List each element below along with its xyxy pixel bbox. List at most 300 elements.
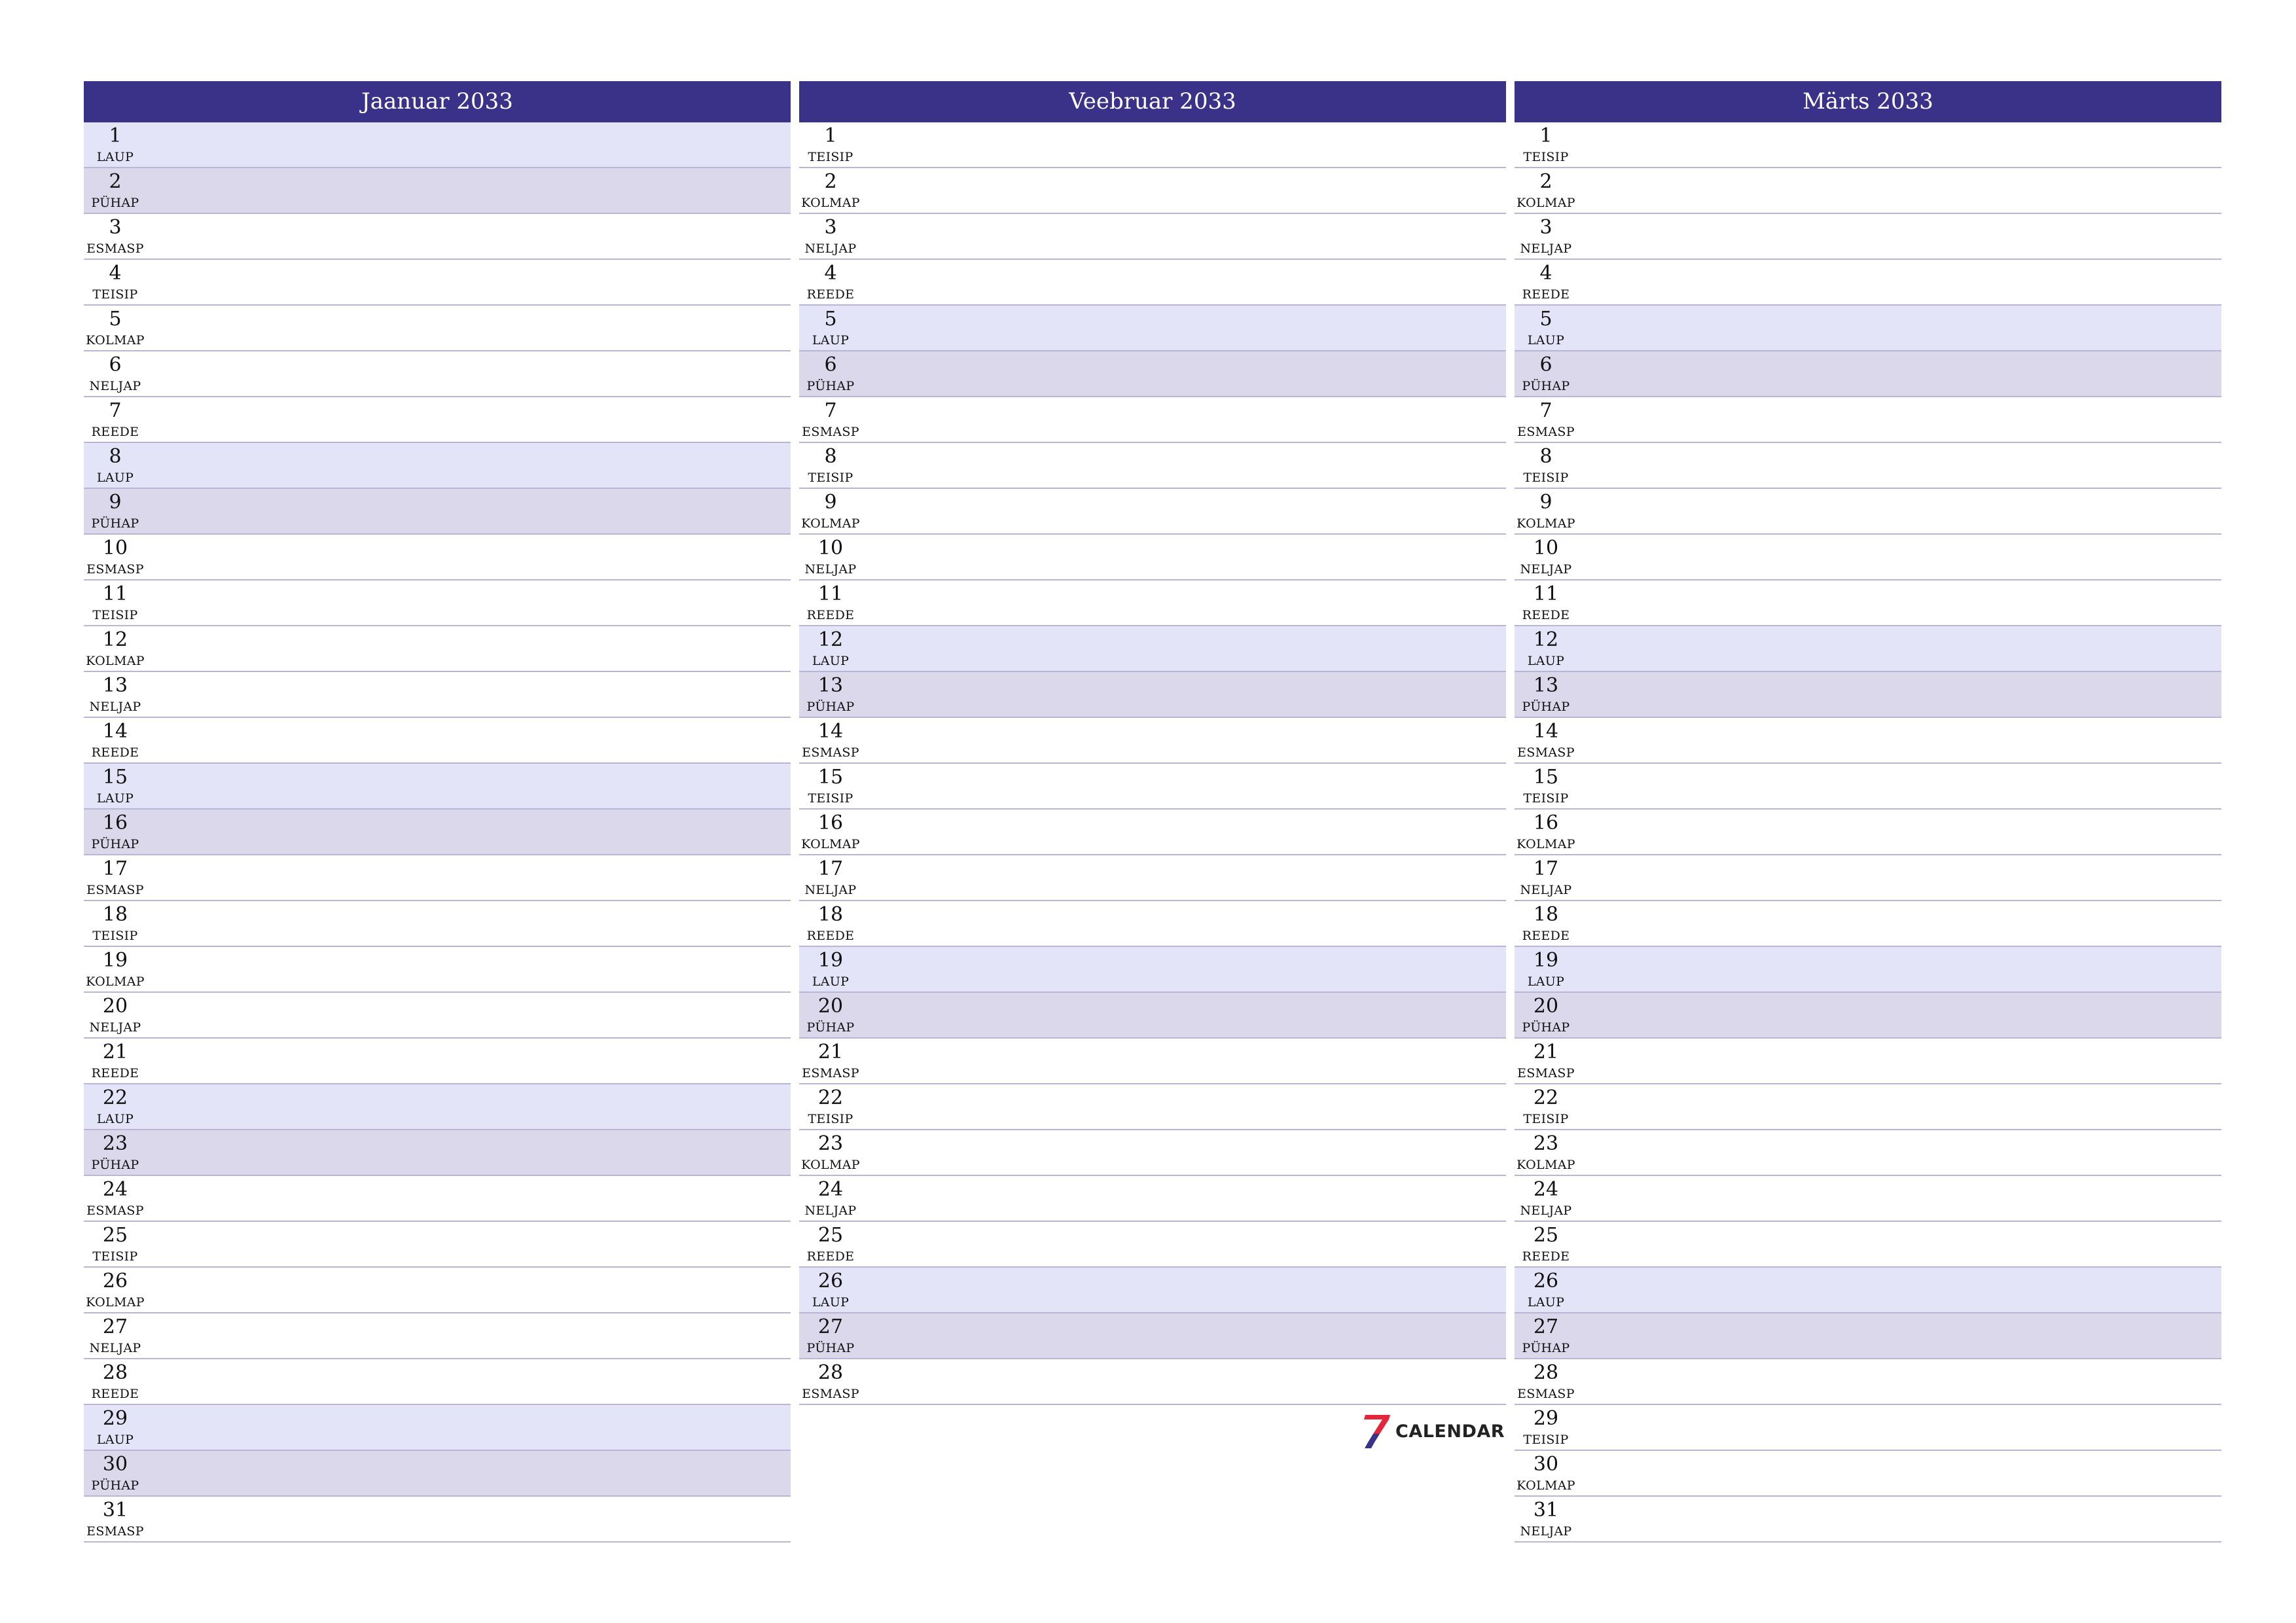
weekday-label: KOLMAP	[801, 1158, 860, 1172]
day-number: 22	[102, 1086, 128, 1109]
weekday-label: KOLMAP	[1516, 1478, 1575, 1493]
day-cell	[799, 351, 862, 396]
day-cell	[84, 810, 147, 854]
weekday-label: PÜHAP	[1522, 1341, 1570, 1355]
day-number: 17	[102, 857, 128, 880]
day-row	[799, 535, 1506, 580]
day-row	[799, 214, 1506, 260]
weekday-label: REEDE	[1522, 608, 1570, 622]
day-number: 20	[102, 995, 128, 1018]
day-number: 3	[824, 216, 837, 239]
day-row	[84, 214, 791, 260]
weekday-label: PÜHAP	[806, 1341, 855, 1355]
day-cell	[1515, 1497, 1577, 1541]
weekday-label: TEISIP	[92, 287, 138, 302]
day-number: 28	[102, 1361, 128, 1384]
logo-text: CALENDAR	[1395, 1421, 1505, 1442]
day-number: 11	[1533, 582, 1559, 605]
weekday-label: LAUP	[96, 150, 134, 164]
day-number: 19	[817, 949, 844, 972]
day-cell	[84, 1313, 147, 1358]
day-row	[1515, 993, 2221, 1039]
day-cell	[799, 1039, 862, 1083]
day-number: 13	[817, 674, 844, 697]
day-number: 24	[1533, 1178, 1559, 1201]
weekday-label: PÜHAP	[1522, 700, 1570, 714]
day-number: 4	[824, 262, 837, 285]
day-number: 15	[1533, 766, 1559, 789]
weekday-label: PÜHAP	[91, 196, 139, 210]
day-cell	[799, 1313, 862, 1358]
weekday-label: KOLMAP	[86, 974, 145, 989]
day-number: 27	[1533, 1315, 1559, 1338]
day-row	[84, 1084, 791, 1130]
weekday-label: KOLMAP	[86, 333, 145, 348]
day-number: 11	[817, 582, 844, 605]
day-cell	[799, 1176, 862, 1221]
day-number: 8	[824, 445, 837, 468]
day-cell	[1515, 397, 1577, 442]
seven-logo-icon	[1363, 1414, 1391, 1450]
day-list	[84, 122, 791, 1543]
day-number: 5	[109, 308, 122, 330]
day-row	[799, 1130, 1506, 1176]
weekday-label: NELJAP	[89, 1020, 141, 1035]
day-row	[799, 901, 1506, 947]
day-row	[1515, 1497, 2221, 1543]
day-row	[84, 1313, 791, 1359]
weekday-label: LAUP	[1527, 654, 1565, 668]
day-row	[1515, 1451, 2221, 1497]
day-number: 14	[102, 720, 128, 743]
weekday-label: ESMASP	[86, 883, 144, 897]
day-cell	[84, 1130, 147, 1175]
weekday-label: PÜHAP	[806, 379, 855, 393]
day-number: 5	[1539, 308, 1552, 330]
day-cell	[799, 810, 862, 854]
day-number: 15	[817, 766, 844, 789]
day-cell	[1515, 1451, 1577, 1495]
day-cell	[799, 306, 862, 350]
day-row	[1515, 1313, 2221, 1359]
day-cell	[799, 764, 862, 808]
weekday-label: LAUP	[1527, 974, 1565, 989]
day-row	[84, 351, 791, 397]
day-cell	[799, 993, 862, 1037]
day-row	[84, 397, 791, 443]
day-row	[1515, 168, 2221, 214]
day-cell	[799, 580, 862, 625]
day-number: 13	[102, 674, 128, 697]
day-number: 23	[1533, 1132, 1559, 1155]
weekday-label: REEDE	[91, 1066, 139, 1080]
day-cell	[1515, 443, 1577, 488]
day-row	[84, 1268, 791, 1313]
day-cell	[1515, 535, 1577, 579]
day-row	[799, 443, 1506, 489]
day-row	[799, 764, 1506, 810]
day-cell	[799, 947, 862, 991]
day-row	[799, 1084, 1506, 1130]
weekday-label: NELJAP	[89, 1341, 141, 1355]
day-row	[84, 626, 791, 672]
day-cell	[799, 489, 862, 533]
day-cell	[1515, 351, 1577, 396]
day-row	[1515, 764, 2221, 810]
day-row	[84, 764, 791, 810]
day-number: 1	[1539, 124, 1552, 147]
day-cell	[84, 672, 147, 717]
month-march	[1515, 81, 2221, 1543]
day-number: 18	[1533, 903, 1559, 926]
day-number: 30	[1533, 1453, 1559, 1476]
day-cell	[1515, 489, 1577, 533]
day-number: 25	[817, 1224, 844, 1247]
weekday-label: KOLMAP	[1516, 196, 1575, 210]
day-row	[1515, 718, 2221, 764]
day-number: 18	[102, 903, 128, 926]
day-number: 13	[1533, 674, 1559, 697]
weekday-label: LAUP	[96, 791, 134, 806]
day-row	[84, 122, 791, 168]
weekday-label: TEISIP	[92, 1249, 138, 1264]
weekday-label: LAUP	[1527, 333, 1565, 348]
weekday-label: KOLMAP	[801, 837, 860, 851]
day-cell	[799, 672, 862, 717]
day-cell	[799, 718, 862, 762]
day-number: 20	[817, 995, 844, 1018]
weekday-label: NELJAP	[89, 379, 141, 393]
weekday-label: NELJAP	[1520, 883, 1572, 897]
weekday-label: REEDE	[91, 745, 139, 760]
weekday-label: REEDE	[91, 425, 139, 439]
day-number: 4	[1539, 262, 1552, 285]
weekday-label: PÜHAP	[91, 1158, 139, 1172]
day-cell	[799, 168, 862, 213]
day-cell	[1515, 168, 1577, 213]
day-cell	[84, 718, 147, 762]
weekday-label: NELJAP	[1520, 241, 1572, 256]
day-number: 9	[109, 491, 122, 514]
day-row	[1515, 626, 2221, 672]
day-cell	[1515, 1359, 1577, 1404]
weekday-label: PÜHAP	[91, 837, 139, 851]
day-number: 12	[1533, 628, 1559, 651]
weekday-label: TEISIP	[808, 471, 853, 485]
day-row	[799, 947, 1506, 993]
day-number: 7	[1539, 399, 1552, 422]
day-number: 22	[817, 1086, 844, 1109]
day-number: 29	[1533, 1407, 1559, 1430]
day-cell	[84, 214, 147, 259]
day-number: 2	[824, 170, 837, 193]
weekday-label: PÜHAP	[1522, 1020, 1570, 1035]
weekday-label: REEDE	[1522, 1249, 1570, 1264]
weekday-label: LAUP	[812, 654, 850, 668]
weekday-label: NELJAP	[804, 562, 857, 577]
day-number: 26	[817, 1270, 844, 1293]
day-row	[84, 1405, 791, 1451]
day-cell	[84, 1084, 147, 1129]
weekday-label: LAUP	[812, 333, 850, 348]
day-cell	[799, 1130, 862, 1175]
weekday-label: KOLMAP	[86, 654, 145, 668]
day-cell	[84, 122, 147, 167]
day-row	[84, 718, 791, 764]
day-row	[799, 489, 1506, 535]
day-number: 1	[109, 124, 122, 147]
day-row	[1515, 260, 2221, 306]
day-number: 2	[1539, 170, 1552, 193]
day-cell	[1515, 855, 1577, 900]
day-cell	[799, 901, 862, 946]
weekday-label: TEISIP	[808, 791, 853, 806]
day-number: 17	[1533, 857, 1559, 880]
day-cell	[84, 1359, 147, 1404]
day-number: 6	[109, 353, 122, 376]
day-cell	[84, 1039, 147, 1083]
weekday-label: PÜHAP	[91, 516, 139, 531]
weekday-label: PÜHAP	[806, 700, 855, 714]
weekday-label: ESMASP	[1517, 745, 1575, 760]
day-cell	[1515, 1313, 1577, 1358]
day-number: 6	[1539, 353, 1552, 376]
month-january	[84, 81, 791, 1543]
month-february	[799, 81, 1506, 1405]
day-number: 28	[1533, 1361, 1559, 1384]
day-number: 31	[1533, 1499, 1559, 1522]
weekday-label: REEDE	[1522, 929, 1570, 943]
day-list	[1515, 122, 2221, 1543]
weekday-label: NELJAP	[1520, 1204, 1572, 1218]
day-row	[84, 901, 791, 947]
day-cell	[84, 626, 147, 671]
day-row	[1515, 1130, 2221, 1176]
day-cell	[1515, 1130, 1577, 1175]
day-number: 7	[824, 399, 837, 422]
day-row	[799, 810, 1506, 855]
day-row	[84, 1222, 791, 1268]
day-number: 28	[817, 1361, 844, 1384]
weekday-label: NELJAP	[1520, 1524, 1572, 1539]
day-number: 3	[1539, 216, 1552, 239]
day-number: 21	[817, 1041, 844, 1063]
day-cell	[799, 397, 862, 442]
day-number: 1	[824, 124, 837, 147]
day-number: 20	[1533, 995, 1559, 1018]
weekday-label: ESMASP	[1517, 1066, 1575, 1080]
month-title: Märts 2033	[1515, 81, 2221, 122]
weekday-label: TEISIP	[1523, 1112, 1569, 1126]
day-cell	[84, 1176, 147, 1221]
day-cell	[1515, 1039, 1577, 1083]
day-row	[1515, 1405, 2221, 1451]
weekday-label: NELJAP	[804, 241, 857, 256]
day-number: 27	[817, 1315, 844, 1338]
weekday-label: TEISIP	[1523, 791, 1569, 806]
day-number: 26	[1533, 1270, 1559, 1293]
weekday-label: REEDE	[806, 929, 855, 943]
weekday-label: TEISIP	[808, 150, 853, 164]
weekday-label: KOLMAP	[1516, 837, 1575, 851]
day-row	[1515, 947, 2221, 993]
day-number: 8	[1539, 445, 1552, 468]
day-number: 21	[1533, 1041, 1559, 1063]
day-row	[84, 168, 791, 214]
day-row	[1515, 306, 2221, 351]
day-cell	[84, 1268, 147, 1312]
day-cell	[1515, 260, 1577, 304]
day-row	[1515, 1039, 2221, 1084]
day-cell	[84, 1451, 147, 1495]
day-cell	[1515, 718, 1577, 762]
weekday-label: ESMASP	[802, 745, 859, 760]
day-cell	[1515, 580, 1577, 625]
day-number: 31	[102, 1499, 128, 1522]
day-cell	[799, 1084, 862, 1129]
day-cell	[1515, 1222, 1577, 1266]
weekday-label: ESMASP	[802, 425, 859, 439]
weekday-label: KOLMAP	[1516, 1158, 1575, 1172]
day-cell	[1515, 122, 1577, 167]
weekday-label: LAUP	[96, 1112, 134, 1126]
weekday-label: LAUP	[812, 974, 850, 989]
day-row	[799, 626, 1506, 672]
day-row	[84, 993, 791, 1039]
day-number: 10	[817, 537, 844, 560]
day-row	[799, 260, 1506, 306]
weekday-label: REEDE	[806, 287, 855, 302]
day-list	[799, 122, 1506, 1405]
day-cell	[84, 855, 147, 900]
day-row	[799, 1313, 1506, 1359]
weekday-label: REEDE	[806, 608, 855, 622]
day-number: 17	[817, 857, 844, 880]
weekday-label: KOLMAP	[86, 1295, 145, 1310]
day-row	[84, 260, 791, 306]
day-cell	[1515, 993, 1577, 1037]
weekday-label: REEDE	[806, 1249, 855, 1264]
day-row	[799, 351, 1506, 397]
day-row	[1515, 122, 2221, 168]
weekday-label: KOLMAP	[801, 196, 860, 210]
month-title: Jaanuar 2033	[84, 81, 791, 122]
day-cell	[84, 306, 147, 350]
day-cell	[1515, 901, 1577, 946]
weekday-label: TEISIP	[92, 929, 138, 943]
day-row	[84, 1359, 791, 1405]
day-cell	[799, 443, 862, 488]
day-number: 4	[109, 262, 122, 285]
day-row	[84, 1130, 791, 1176]
day-row	[799, 718, 1506, 764]
day-row	[1515, 214, 2221, 260]
day-number: 26	[102, 1270, 128, 1293]
day-number: 14	[817, 720, 844, 743]
day-row	[799, 580, 1506, 626]
day-cell	[84, 260, 147, 304]
weekday-label: TEISIP	[1523, 471, 1569, 485]
day-cell	[84, 1497, 147, 1541]
day-row	[799, 855, 1506, 901]
day-cell	[1515, 764, 1577, 808]
weekday-label: NELJAP	[1520, 562, 1572, 577]
day-number: 10	[1533, 537, 1559, 560]
day-cell	[1515, 1176, 1577, 1221]
brand-logo	[1363, 1414, 1505, 1450]
day-row	[799, 397, 1506, 443]
day-cell	[84, 397, 147, 442]
day-number: 9	[1539, 491, 1552, 514]
day-row	[799, 1359, 1506, 1405]
day-row	[799, 1222, 1506, 1268]
weekday-label: ESMASP	[86, 562, 144, 577]
day-number: 9	[824, 491, 837, 514]
day-cell	[1515, 1268, 1577, 1312]
day-row	[1515, 1084, 2221, 1130]
day-number: 27	[102, 1315, 128, 1338]
day-number: 8	[109, 445, 122, 468]
day-number: 6	[824, 353, 837, 376]
day-row	[84, 855, 791, 901]
day-row	[799, 672, 1506, 718]
weekday-label: REEDE	[91, 1387, 139, 1401]
day-row	[1515, 535, 2221, 580]
day-number: 15	[102, 766, 128, 789]
day-row	[84, 1176, 791, 1222]
month-title: Veebruar 2033	[799, 81, 1506, 122]
weekday-label: NELJAP	[804, 1204, 857, 1218]
day-row	[1515, 351, 2221, 397]
day-cell	[84, 993, 147, 1037]
day-row	[799, 168, 1506, 214]
weekday-label: TEISIP	[808, 1112, 853, 1126]
day-cell	[799, 122, 862, 167]
weekday-label: PÜHAP	[1522, 379, 1570, 393]
day-row	[1515, 1176, 2221, 1222]
day-number: 25	[102, 1224, 128, 1247]
day-cell	[1515, 214, 1577, 259]
day-number: 16	[102, 812, 128, 834]
day-number: 24	[817, 1178, 844, 1201]
day-row	[84, 443, 791, 489]
day-cell	[84, 489, 147, 533]
day-number: 16	[1533, 812, 1559, 834]
day-cell	[1515, 1084, 1577, 1129]
day-row	[799, 1268, 1506, 1313]
day-cell	[84, 580, 147, 625]
day-row	[84, 1497, 791, 1543]
day-row	[84, 535, 791, 580]
day-number: 12	[817, 628, 844, 651]
day-row	[1515, 1268, 2221, 1313]
day-cell	[1515, 306, 1577, 350]
weekday-label: KOLMAP	[1516, 516, 1575, 531]
day-row	[84, 489, 791, 535]
day-cell	[84, 443, 147, 488]
day-row	[84, 580, 791, 626]
weekday-label: LAUP	[96, 1433, 134, 1447]
day-cell	[84, 168, 147, 213]
day-cell	[1515, 810, 1577, 854]
day-row	[1515, 1222, 2221, 1268]
weekday-label: LAUP	[812, 1295, 850, 1310]
weekday-label: REEDE	[1522, 287, 1570, 302]
day-row	[84, 1039, 791, 1084]
day-row	[799, 1039, 1506, 1084]
day-row	[799, 122, 1506, 168]
day-cell	[799, 260, 862, 304]
